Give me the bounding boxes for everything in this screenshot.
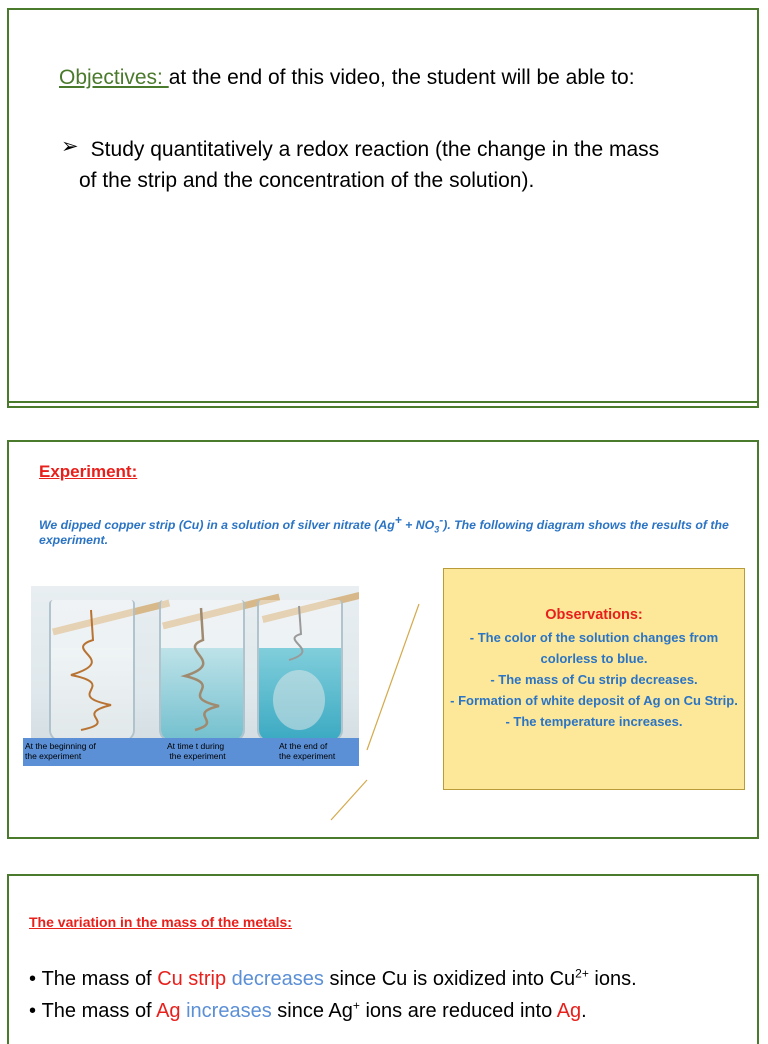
cu-mass-statement: • The mass of Cu strip decreases since Cu is oxidized into $Cu^{2+}$ ions. bbox=[29, 966, 637, 990]
copper-coil-middle-icon bbox=[161, 600, 243, 740]
beaker-end bbox=[257, 600, 343, 742]
observation-item: - The mass of Cu strip decreases. bbox=[490, 672, 698, 687]
observations-title: Observations: bbox=[545, 607, 643, 623]
copper-coil-start-icon bbox=[51, 600, 133, 740]
observations-box bbox=[443, 568, 745, 790]
caption-start: At the beginning of the experiment bbox=[25, 741, 96, 761]
slide-divider bbox=[7, 401, 759, 403]
experiment-slide bbox=[7, 440, 759, 839]
objective-point: Study quantitatively a redox reaction (the change in the mass of the strip and the concentration of the solution). bbox=[79, 138, 660, 192]
silver-deposit-end-icon bbox=[259, 600, 341, 740]
experiment-title: Experiment: bbox=[39, 462, 138, 481]
beaker-start bbox=[49, 600, 135, 742]
observation-item: - Formation of white deposit of Ag on Cu Strip. bbox=[450, 693, 738, 708]
objectives-slide bbox=[7, 8, 759, 408]
caption-middle: At time t during the experiment bbox=[167, 741, 226, 761]
bullet-icon: • bbox=[29, 968, 37, 990]
observation-item: - The color of the solution changes from colorless to blue. bbox=[469, 630, 719, 666]
bullet-icon: • bbox=[29, 1000, 37, 1022]
caption-end: At the end of the experiment bbox=[279, 741, 336, 761]
experiment-description: We dipped copper strip (Cu) in a solution of silver nitrate $(Ag^+ + NO_3^-)$. The following diagram shows the results of the experiment. bbox=[39, 512, 729, 547]
objectives-label: Objectives: bbox=[59, 66, 169, 89]
ag-mass-statement: • The mass of Ag increases since Ag+ ions are reduced into Ag. bbox=[29, 998, 587, 1022]
objectives-text: at the end of this video, the student will be able to: bbox=[168, 66, 635, 89]
objectives-line bbox=[59, 66, 635, 90]
mass-variation-slide bbox=[7, 874, 759, 1044]
mass-variation-title: The variation in the mass of the metals: bbox=[29, 914, 292, 930]
arrow-bullet-icon: ➢ bbox=[61, 135, 79, 158]
observations-list bbox=[444, 627, 744, 732]
caption-bar bbox=[23, 738, 359, 766]
observation-item: - The temperature increases. bbox=[505, 714, 683, 729]
beaker-middle bbox=[159, 600, 245, 742]
